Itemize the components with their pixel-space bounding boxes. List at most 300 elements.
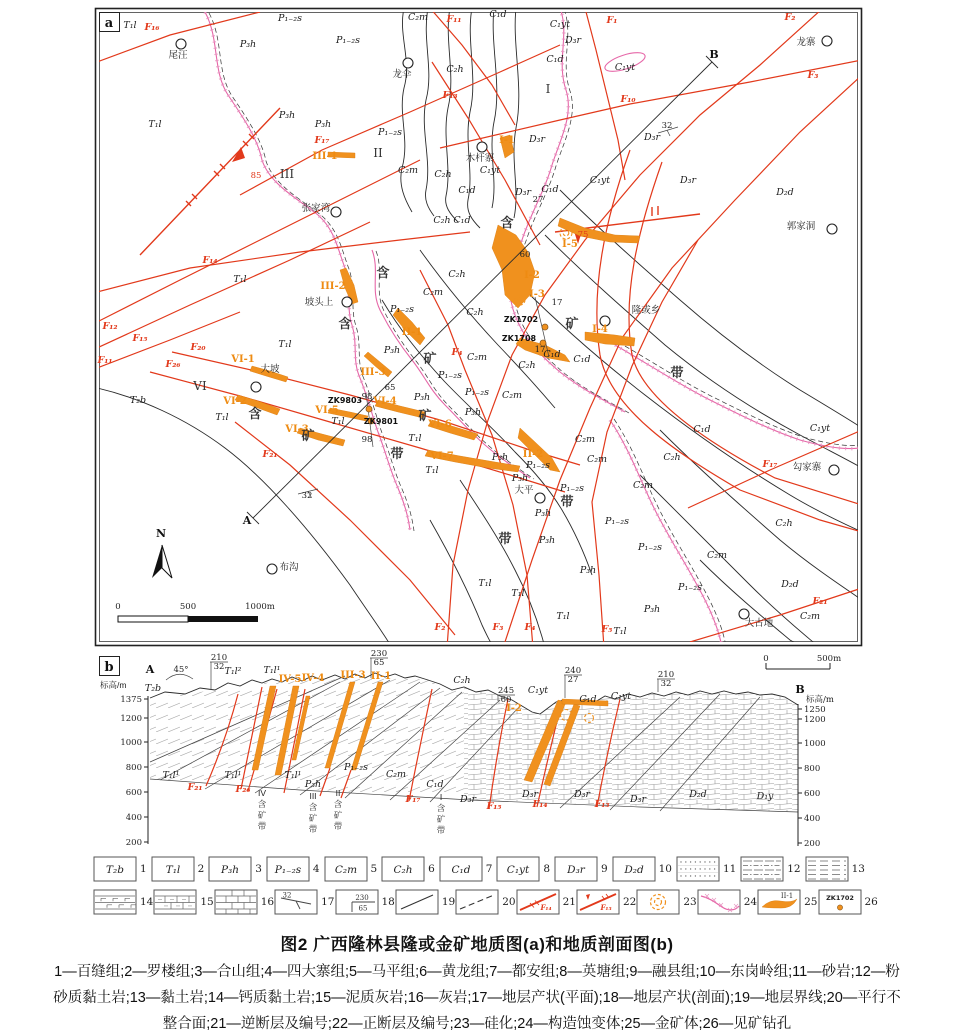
- legend-item-22: [576, 889, 636, 915]
- u-label: D₂d: [776, 187, 794, 198]
- u-label: P₁₋₂s: [344, 762, 368, 773]
- village-circle: [342, 297, 352, 307]
- drillhole-dot: [542, 324, 548, 330]
- big-label: 含: [376, 265, 390, 280]
- u-label: T₁l: [148, 119, 162, 130]
- legend-item-9: [554, 856, 608, 882]
- legend-number: 6: [428, 863, 435, 875]
- tickR-label: 800: [804, 764, 821, 774]
- svg-text:32: 32: [282, 891, 292, 900]
- v-label: 郭家洞: [786, 221, 816, 232]
- svg-text:P₃h: P₃h: [221, 864, 240, 876]
- u-label: C₂m: [501, 390, 523, 401]
- v-label: 木杆寨: [465, 153, 495, 164]
- legend-swatch-dip-section: [335, 889, 379, 915]
- f-label: F₁: [606, 15, 618, 26]
- d-label: 32: [301, 491, 313, 501]
- u-label: T₁l: [556, 611, 570, 622]
- legend-number: 13: [851, 863, 865, 875]
- legend-number: 9: [601, 863, 608, 875]
- legend-number: 21: [562, 896, 576, 908]
- tickL-label: 600: [125, 788, 142, 798]
- d-label: 60: [500, 695, 512, 705]
- legend-swatch-boundary: [395, 889, 439, 915]
- legend-swatch-T₁l: [151, 856, 195, 882]
- v-label: 张家湾: [301, 203, 331, 214]
- legend-item-26: [818, 889, 878, 915]
- legend-number: 10: [658, 863, 672, 875]
- legend-item-16: [214, 889, 274, 915]
- ab-label: N: [155, 527, 167, 540]
- tickL-label: 1375: [120, 695, 142, 705]
- legend-swatch-alteration: [697, 889, 741, 915]
- zk-label: ZK9803: [327, 396, 363, 405]
- legend-number: 23: [683, 896, 697, 908]
- f-label: F₂₁: [812, 596, 828, 607]
- d-label: 17: [551, 298, 563, 308]
- legend-swatch-orebody: [757, 889, 801, 915]
- caption-title: 图2 广西隆林县隆或金矿地质图(a)和地质剖面图(b): [280, 935, 674, 954]
- o-label: VI-1: [231, 354, 255, 365]
- u-label: D₁y: [756, 791, 774, 802]
- cjs-label: 矿: [308, 813, 318, 823]
- o-label: III-1: [312, 151, 338, 162]
- o-label: IV-4: [301, 673, 325, 684]
- f-label: F₂₆: [235, 784, 251, 795]
- o-label: III-2: [320, 281, 346, 292]
- legend-swatch-marl: [153, 889, 197, 915]
- u-label: T₁l¹: [263, 665, 281, 676]
- map-panel: [96, 8, 864, 648]
- f-label: F₁₇: [405, 794, 421, 805]
- tickR-label: 200: [804, 839, 821, 849]
- legend-number: 16: [260, 896, 275, 908]
- f-label: F₂: [434, 622, 446, 633]
- legend-swatch-C₁d: [439, 856, 483, 882]
- v-label: 大坡: [260, 364, 280, 375]
- o-label: I-2: [506, 703, 522, 714]
- tickL-label: 1200: [120, 714, 142, 724]
- cjs-label: IV: [257, 788, 267, 798]
- dr-label: 85: [250, 171, 262, 181]
- u-label: D₃r: [565, 35, 581, 46]
- f-label: F₂: [784, 12, 796, 23]
- legend-number: 22: [623, 896, 637, 908]
- village-circle: [331, 207, 341, 217]
- u-label: C₂m: [422, 287, 444, 298]
- d-label: 210: [210, 653, 228, 663]
- svg-text:F₁₄: F₁₄: [540, 903, 552, 912]
- u-label: T₁l: [613, 626, 627, 637]
- legend-swatch-calcclay: [93, 889, 137, 915]
- u-label: C₁yt: [527, 685, 549, 696]
- u-label: C₁d: [573, 354, 591, 365]
- legend-number: 15: [200, 896, 214, 908]
- legend-item-20: [455, 889, 515, 915]
- u-label: T₂b: [144, 683, 162, 694]
- u-label: P₃h: [413, 392, 431, 403]
- legend-item-18: [335, 889, 395, 915]
- u-label: C₁d: [489, 9, 507, 20]
- u-label: C₁yt: [614, 62, 636, 73]
- d-label: 500m: [816, 654, 842, 664]
- f-label: F₂₁: [187, 782, 203, 793]
- cjs-label: 带: [257, 821, 267, 831]
- o-label: VI-7: [430, 451, 454, 462]
- u-label: P₃h: [538, 535, 556, 546]
- f-label: F₄: [451, 347, 463, 358]
- u-label: C₁yt: [549, 19, 571, 30]
- svg-text:ZK1702: ZK1702: [825, 894, 854, 902]
- u-label: C₂h: [453, 675, 471, 686]
- tickL-label: 400: [125, 813, 142, 823]
- legend-item-1: [93, 856, 147, 882]
- u-label: P₃h: [383, 345, 401, 356]
- legend-number: 3: [255, 863, 262, 875]
- u-label: P₃h: [278, 110, 296, 121]
- o-label: VI-5: [315, 405, 339, 416]
- u-label: P₁₋₂s: [638, 542, 662, 553]
- u-label: T₁l¹: [224, 770, 242, 781]
- tickR-label: 标高/m: [806, 695, 834, 705]
- ab-label: B: [709, 48, 719, 61]
- legend-number: 17: [321, 896, 335, 908]
- o-label: I-5: [562, 239, 578, 250]
- legend-swatch-T₂b: [93, 856, 137, 882]
- legend-item-15: [153, 889, 213, 915]
- legend-swatch-drillhole: [818, 889, 862, 915]
- d-label: 1000m: [245, 602, 275, 612]
- svg-text:C₂h: C₂h: [393, 864, 413, 876]
- u-label: C₁d: [693, 424, 711, 435]
- legend-row-1: [93, 856, 865, 882]
- legend-item-13: [805, 856, 865, 882]
- legend-number: 24: [743, 896, 758, 908]
- f-label: F₁₃: [594, 799, 610, 810]
- legend-item-12: [740, 856, 800, 882]
- u-label: C₂h: [446, 64, 464, 75]
- u-label: P₃h: [534, 508, 552, 519]
- u-label: D₃r: [529, 134, 545, 145]
- u-label: C₂m: [466, 352, 488, 363]
- u-label: P₃h: [314, 119, 332, 130]
- pl-label: b: [104, 660, 114, 675]
- o-label: I-3: [529, 289, 545, 300]
- d-label: 65: [373, 658, 385, 668]
- legend-item-25: [757, 889, 817, 915]
- tickR-label: 1250: [804, 705, 826, 715]
- legend-number: 1: [140, 863, 147, 875]
- legend-number: 20: [502, 896, 516, 908]
- d-label: 17: [534, 345, 546, 355]
- cjs-label: 矿: [436, 814, 446, 824]
- legend-number: 5: [370, 863, 378, 875]
- u-label: D₃r: [644, 132, 660, 143]
- legend-number: 7: [485, 863, 493, 875]
- legend-number: 18: [381, 896, 395, 908]
- o-label: II-2: [522, 449, 544, 460]
- f-label: F₁₂: [102, 321, 118, 332]
- legend-number: 26: [864, 896, 878, 908]
- o-label: VI-2: [223, 396, 247, 407]
- d-label: 32: [660, 679, 672, 689]
- u-label: C₁d: [426, 779, 444, 790]
- cjs-label: 带: [333, 821, 343, 831]
- u-label: C₂h: [518, 360, 536, 371]
- svg-text:II-1: II-1: [780, 892, 794, 900]
- cjs-label: 含: [257, 799, 267, 809]
- d-label: 65: [384, 383, 396, 393]
- legend-item-8: [496, 856, 550, 882]
- u-label: C₁d: [579, 694, 597, 705]
- d-label: 27: [532, 195, 544, 205]
- tickR-label: 1000: [804, 739, 826, 749]
- u-label: D₃r: [574, 789, 590, 800]
- rom-label: I: [545, 82, 551, 96]
- d-label: 240: [564, 666, 582, 676]
- u-label: C₁yt: [479, 165, 501, 176]
- u-label: C₁d: [453, 215, 471, 226]
- legend-swatch-dashdot: [740, 856, 784, 882]
- legend-item-21: [516, 889, 576, 915]
- legend-item-2: [151, 856, 205, 882]
- map-scale-bar: [118, 616, 258, 622]
- legend-number: 11: [722, 863, 737, 875]
- big-label: 矿: [423, 351, 437, 366]
- cjs-label: 标高/m: [100, 680, 127, 690]
- u-label: P₁₋₂s: [438, 370, 462, 381]
- u-label: T₁l²: [224, 666, 242, 677]
- big-label: 含: [248, 406, 262, 421]
- u-label: T₁l: [511, 588, 525, 599]
- cjs-label: 含: [308, 802, 318, 812]
- village-circle: [267, 564, 277, 574]
- o-label: IV-5: [278, 674, 302, 685]
- zk-label: ZK1708: [501, 334, 537, 343]
- legend-item-14: [93, 889, 153, 915]
- big-label: 含: [338, 316, 352, 331]
- big-label: 带: [390, 446, 404, 461]
- legend-number: 4: [312, 863, 320, 875]
- v-label: 大平: [514, 485, 534, 496]
- svg-text:C₂m: C₂m: [334, 864, 357, 876]
- o-label: II-1: [401, 327, 423, 338]
- u-label: T₁l: [278, 339, 292, 350]
- u-label: T₁l: [425, 465, 439, 476]
- big-label: 矿: [301, 428, 315, 443]
- u-label: D₃r: [460, 794, 476, 805]
- legend-number: 19: [441, 896, 456, 908]
- d-label: 32: [213, 662, 225, 672]
- svg-text:230: 230: [354, 894, 369, 902]
- cjs-label: 含: [436, 803, 446, 813]
- u-label: D₃r: [522, 789, 538, 800]
- tickR-label: 600: [804, 789, 821, 799]
- u-label: P₃h: [491, 452, 509, 463]
- d-label: 230: [370, 649, 388, 659]
- u-label: C₂m: [397, 165, 419, 176]
- ab-label: A: [145, 663, 155, 676]
- u-label: C₂m: [706, 550, 728, 561]
- d-label: 32: [661, 121, 673, 131]
- village-circle: [403, 58, 413, 68]
- cjs-label: II: [335, 788, 341, 798]
- u-label: P₁₋₂s: [336, 35, 360, 46]
- legend-swatch-D₂d: [612, 856, 656, 882]
- map-border: [96, 9, 862, 646]
- legend-item-3: [208, 856, 262, 882]
- u-label: C₂h: [775, 518, 793, 529]
- legend-item-5: [324, 856, 378, 882]
- u-label: P₁₋₂s: [526, 460, 550, 471]
- ab-label: A: [242, 514, 252, 527]
- f-label: F₁₅: [132, 333, 148, 344]
- f-label: F₂₁: [262, 449, 278, 460]
- cjs-label: 带: [308, 824, 318, 834]
- o-label: III-3: [340, 670, 366, 681]
- dr-label: 75: [577, 230, 589, 240]
- u-label: P₁₋₂s: [465, 387, 489, 398]
- legend-swatch-unconformity: [455, 889, 499, 915]
- rom-label: II: [373, 146, 383, 160]
- u-label: P₁₋₂s: [560, 483, 584, 494]
- o-label: II-1: [370, 671, 392, 682]
- caption-line-2: 砂质黏土岩;13—黏土岩;14—钙质黏土岩;15—泥质灰岩;16—灰岩;17—地层产状(平面);18—地层产状(剖面);19—地层界线;20—平行不: [53, 989, 901, 1006]
- legend-number: 25: [804, 896, 818, 908]
- f-label: F₁₃: [442, 90, 458, 101]
- o-label: VI-6: [428, 419, 452, 430]
- f-label: F₅: [601, 624, 613, 635]
- d-label: 500: [179, 602, 197, 612]
- legend: [93, 856, 878, 922]
- f-label: F₁₁: [446, 14, 462, 25]
- d-label: 60: [519, 250, 531, 260]
- legend-item-17: [274, 889, 334, 915]
- u-label: D₂d: [781, 579, 799, 590]
- legend-swatch-dashes: [805, 856, 849, 882]
- d-label: 98: [361, 435, 373, 445]
- v-label: 隆或乡: [631, 305, 661, 316]
- big-label: 矿: [565, 316, 579, 331]
- ab-label: B: [795, 683, 805, 696]
- v-label: 大古地: [744, 618, 774, 629]
- v-label: 勾家寨: [792, 462, 822, 473]
- legend-number: 2: [197, 863, 205, 875]
- u-label: P₁₋₂s: [678, 582, 702, 593]
- caption-line-3: 整合面;21—逆断层及编号;22—正断层及编号;23—硅化;24—构造蚀变体;25—金矿体;26—见矿钻孔: [162, 1015, 792, 1030]
- u-label: T₁l¹: [162, 770, 180, 781]
- u-label: P₃h: [304, 779, 322, 790]
- u-label: P₃h: [511, 473, 529, 484]
- svg-text:T₂b: T₂b: [106, 864, 124, 876]
- legend-swatch-C₂m: [324, 856, 368, 882]
- legend-swatch-C₂h: [381, 856, 425, 882]
- f-label: F₃: [807, 70, 819, 81]
- svg-text:D₃r: D₃r: [567, 864, 585, 876]
- u-label: C₂m: [632, 480, 654, 491]
- svg-text:T₁l: T₁l: [165, 864, 180, 876]
- d-label: 0: [763, 654, 769, 664]
- cjs-label: 矿: [257, 810, 267, 820]
- cjs-label: 含: [333, 799, 343, 809]
- legend-number: 14: [140, 896, 154, 908]
- u-label: C₂m: [799, 611, 821, 622]
- legend-swatch-P₃h: [208, 856, 252, 882]
- f-label: F₁₇: [314, 135, 330, 146]
- legend-swatch-D₃r: [554, 856, 598, 882]
- u-label: T₁l¹: [284, 770, 302, 781]
- u-label: P₃h: [464, 407, 482, 418]
- f-label: F₂₀: [190, 342, 206, 353]
- u-label: P₃h: [239, 39, 257, 50]
- village-circle: [251, 382, 261, 392]
- u-label: T₁l: [331, 416, 345, 427]
- u-label: D₃r: [680, 175, 696, 186]
- legend-item-10: [612, 856, 672, 882]
- svg-text:65: 65: [358, 904, 367, 913]
- f-label: F₁₁: [97, 355, 113, 366]
- legend-item-7: [439, 856, 493, 882]
- village-circle: [829, 465, 839, 475]
- cjs-label: I: [439, 792, 443, 802]
- u-label: C₂h: [434, 169, 452, 180]
- big-label: 带: [670, 365, 684, 380]
- village-circle: [827, 224, 837, 234]
- d-label: 98: [361, 392, 373, 402]
- big-label: 矿: [418, 408, 432, 423]
- v-label: 龙寨: [796, 37, 816, 48]
- f-label: F₃: [492, 622, 504, 633]
- v-label: 龙伞: [392, 69, 412, 80]
- u-label: D₃r: [515, 187, 531, 198]
- u-label: C₁d: [546, 54, 564, 65]
- f-label: F₁₅: [486, 801, 502, 812]
- legend-row-2: [93, 889, 878, 915]
- f-label: F₁₇: [762, 459, 778, 470]
- f-label: F₁₆: [144, 22, 160, 33]
- village-circle: [477, 142, 487, 152]
- legend-swatch-reverse-fault: [516, 889, 560, 915]
- rom-label: VI: [193, 379, 207, 393]
- u-label: T₁l: [215, 412, 229, 423]
- rom-label: III: [279, 167, 295, 181]
- legend-number: 12: [787, 863, 801, 875]
- u-label: C₁d: [458, 185, 476, 196]
- legend-swatch-normal-fault: [576, 889, 620, 915]
- u-label: P₁₋₂s: [378, 127, 402, 138]
- svg-text:P₁₋₂s: P₁₋₂s: [274, 864, 302, 876]
- u-label: P₃h: [643, 604, 661, 615]
- f-label: F₄: [524, 622, 536, 633]
- o-label: I-1: [499, 135, 515, 146]
- legend-swatch-C₁yt: [496, 856, 540, 882]
- u-label: C₂h: [663, 452, 681, 463]
- big-label: 含: [500, 215, 514, 230]
- u-label: P₁₋₂s: [390, 304, 414, 315]
- legend-swatch-P₁₋₂s: [266, 856, 310, 882]
- zk-label: ZK9801: [363, 417, 399, 426]
- legend-item-4: [266, 856, 320, 882]
- o-label: I-2: [524, 270, 540, 281]
- d-label: 45°: [173, 665, 189, 675]
- u-label: C₂h: [466, 307, 484, 318]
- cjs-label: 带: [436, 825, 446, 835]
- legend-item-23: [636, 889, 696, 915]
- svg-text:D₂d: D₂d: [623, 864, 644, 876]
- legend-swatch-silicification: [636, 889, 680, 915]
- d-label: 0: [115, 602, 121, 612]
- legend-swatch-dots: [676, 856, 720, 882]
